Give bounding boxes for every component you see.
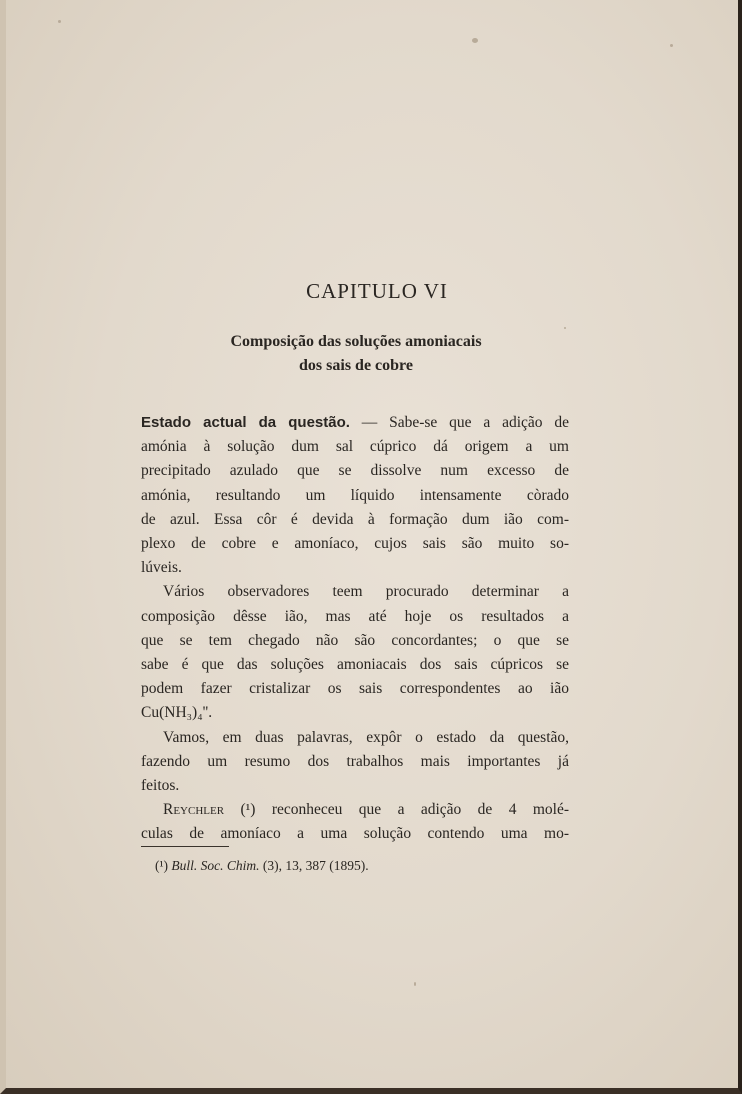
text-line: culas de amoníaco a uma solução contendo uma mo-: [141, 825, 569, 843]
text-line: Vários observadores teem procurado determinar a: [163, 583, 569, 601]
text-line: precipitado azulado que se dissolve num excesso de: [141, 462, 569, 480]
text-line: de azul. Essa côr é devida à formação dum ião com-: [141, 510, 569, 528]
paper-speck: [414, 982, 416, 986]
text-line: que se tem chegado não são concordantes; o que se: [141, 631, 569, 649]
paper-speck: [670, 44, 673, 47]
footnote: [155, 858, 369, 874]
paper-speck: [472, 38, 478, 43]
body-text: [141, 411, 569, 847]
text-line: plexo de cobre e amoníaco, cujos sais são muito so-: [141, 535, 569, 553]
text-line: Cu(NH₃)₄''.: [141, 704, 213, 722]
paper-speck: [564, 327, 566, 329]
run-in-heading: Estado actual da questão.: [141, 414, 350, 431]
text-line: lúveis.: [141, 559, 182, 577]
footnote-marker: (¹): [155, 858, 169, 873]
text-line: amónia, resultando um líquido intensamente còrado: [141, 486, 569, 504]
text-line: composição dêsse ião, mas até hoje os resultados a: [141, 607, 569, 625]
text-line: feitos.: [141, 777, 180, 795]
section-title-line-2: dos sais de cobre: [299, 357, 413, 374]
paper-speck: [58, 20, 61, 23]
text-line: Vamos, em duas palavras, expôr o estado da questão,: [163, 728, 569, 746]
paragraph-1-first-text: — Sabe-se que a adição de: [349, 414, 569, 431]
footnote-details: (3), 13, 387 (1895).: [262, 858, 369, 873]
footnote-reference: (¹): [240, 801, 256, 819]
author-name: Reychler: [163, 801, 225, 819]
section-title-line-1: Composição das soluções amoniacais: [230, 333, 482, 350]
paragraph-4-first-line: [141, 798, 569, 822]
text-line: sabe é que das soluções amoniacais dos sais cúpricos se: [141, 656, 569, 674]
text-line: podem fazer cristalizar os sais correspondentes ao ião: [141, 680, 569, 698]
footnote-journal: Bull. Soc. Chim.: [171, 858, 260, 873]
chapter-heading: CAPITULO VI: [306, 279, 448, 303]
footnote-divider: [141, 846, 229, 847]
text-line: amónia à solução dum sal cúprico dá origem a um: [141, 438, 569, 456]
paragraph-1-first-line: [141, 411, 569, 435]
section-title: [6, 330, 706, 378]
text-line: fazendo um resumo dos trabalhos mais importantes já: [141, 752, 569, 770]
paragraph-4-first-text: reconheceu que a adição de 4 molé-: [255, 801, 569, 819]
